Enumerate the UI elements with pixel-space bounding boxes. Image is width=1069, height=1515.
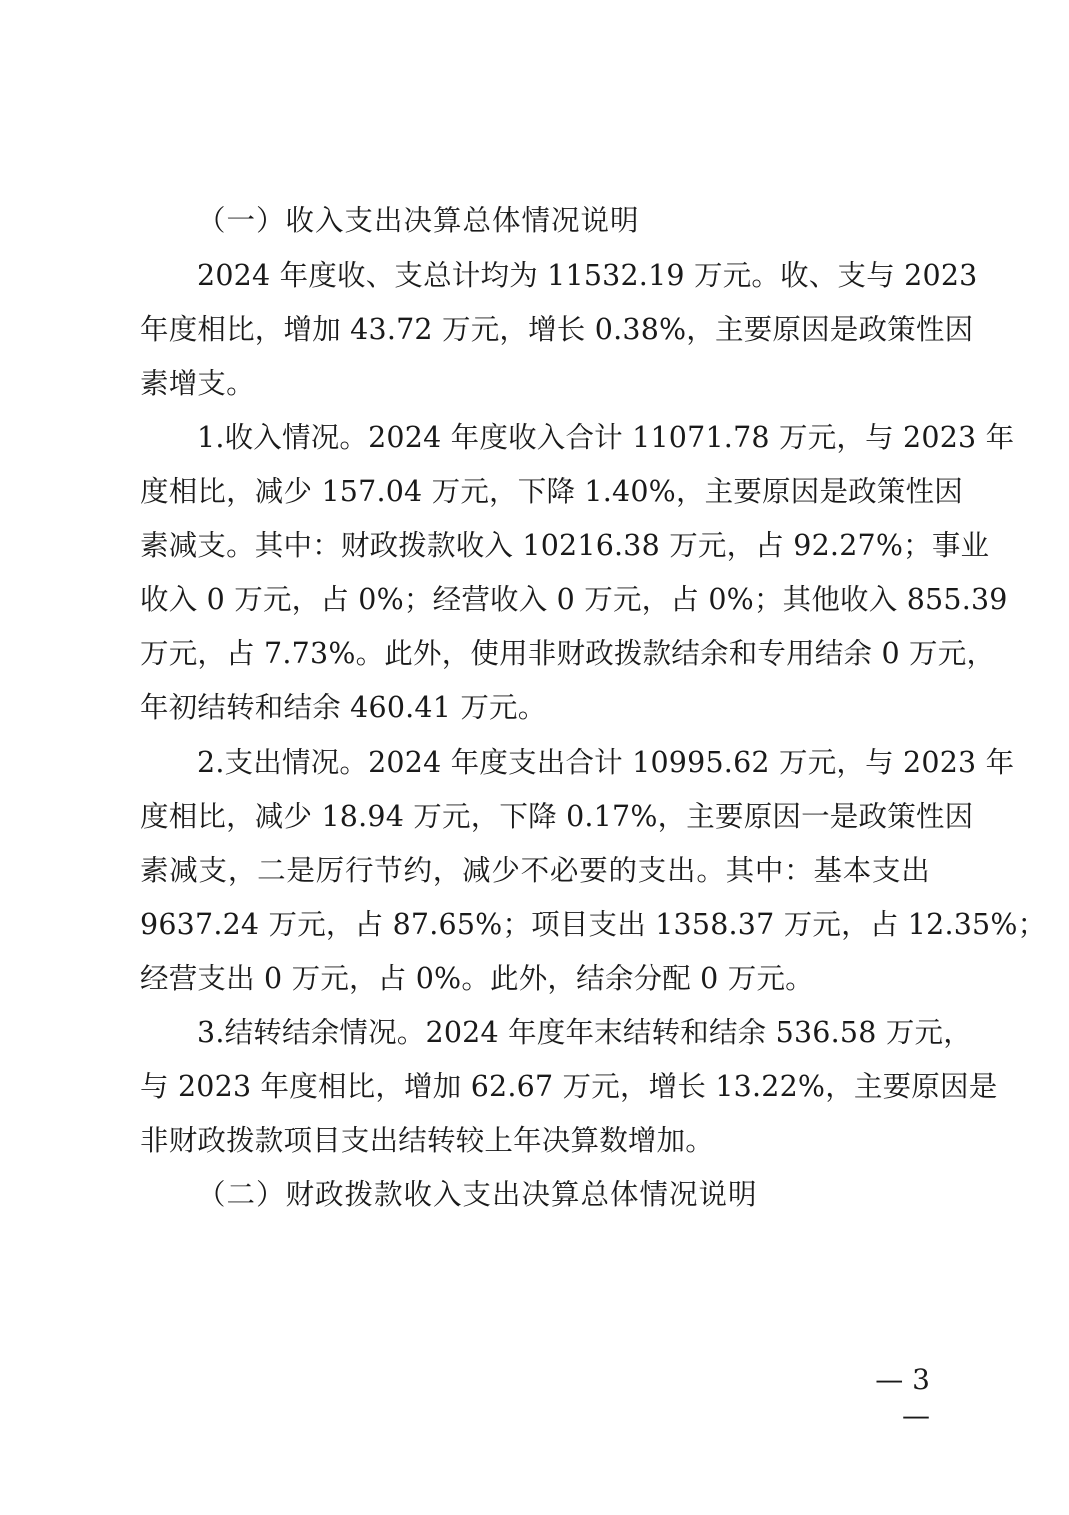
expenditure-line-3: 素减支，二是厉行节约，减少不必要的支出。其中：基本支出 [140,854,930,887]
income-line-4: 收入 0 万元，占 0%；经营收入 0 万元，占 0%；其他收入 855.39 [140,583,1008,616]
carryover-line-2: 与 2023 年度相比，增加 62.67 万元，增长 13.22%，主要原因是 [140,1070,998,1103]
expenditure-line-5: 经营支出 0 万元，占 0%。此外，结余分配 0 万元。 [140,962,814,995]
expenditure-line-4: 9637.24 万元，占 87.65%；项目支出 1358.37 万元，占 12.35%； [140,908,1047,941]
income-line-6: 年初结转和结余 460.41 万元。 [140,691,547,724]
income-line-1: 1.收入情况。2024 年度收入合计 11071.78 万元，与 2023 年 [197,421,1015,454]
expenditure-line-2: 度相比，减少 18.94 万元，下降 0.17%，主要原因一是政策性因 [140,800,974,833]
section-heading-2: （二）财政拨款收入支出决算总体情况说明 [197,1178,758,1211]
summary-line-2: 年度相比，增加 43.72 万元，增长 0.38%，主要原因是政策性因 [140,313,974,346]
expenditure-line-1: 2.支出情况。2024 年度支出合计 10995.62 万元，与 2023 年 [197,746,1015,779]
income-line-5: 万元，占 7.73%。此外，使用非财政拨款结余和专用结余 0 万元， [140,637,996,670]
carryover-line-3: 非财政拨款项目支出结转较上年决算数增加。 [140,1124,715,1157]
income-line-2: 度相比，减少 157.04 万元，下降 1.40%，主要原因是政策性因 [140,475,963,508]
carryover-line-1: 3.结转结余情况。2024 年度年末结转和结余 536.58 万元， [197,1016,972,1049]
page-number: — 3 — [875,1363,930,1432]
summary-line-1: 2024 年度收、支总计均为 11532.19 万元。收、支与 2023 [197,259,978,292]
income-line-3: 素减支。其中：财政拨款收入 10216.38 万元，占 92.27%；事业 [140,529,990,562]
summary-line-3: 素增支。 [140,367,255,400]
section-heading-1: （一）收入支出决算总体情况说明 [197,204,640,237]
